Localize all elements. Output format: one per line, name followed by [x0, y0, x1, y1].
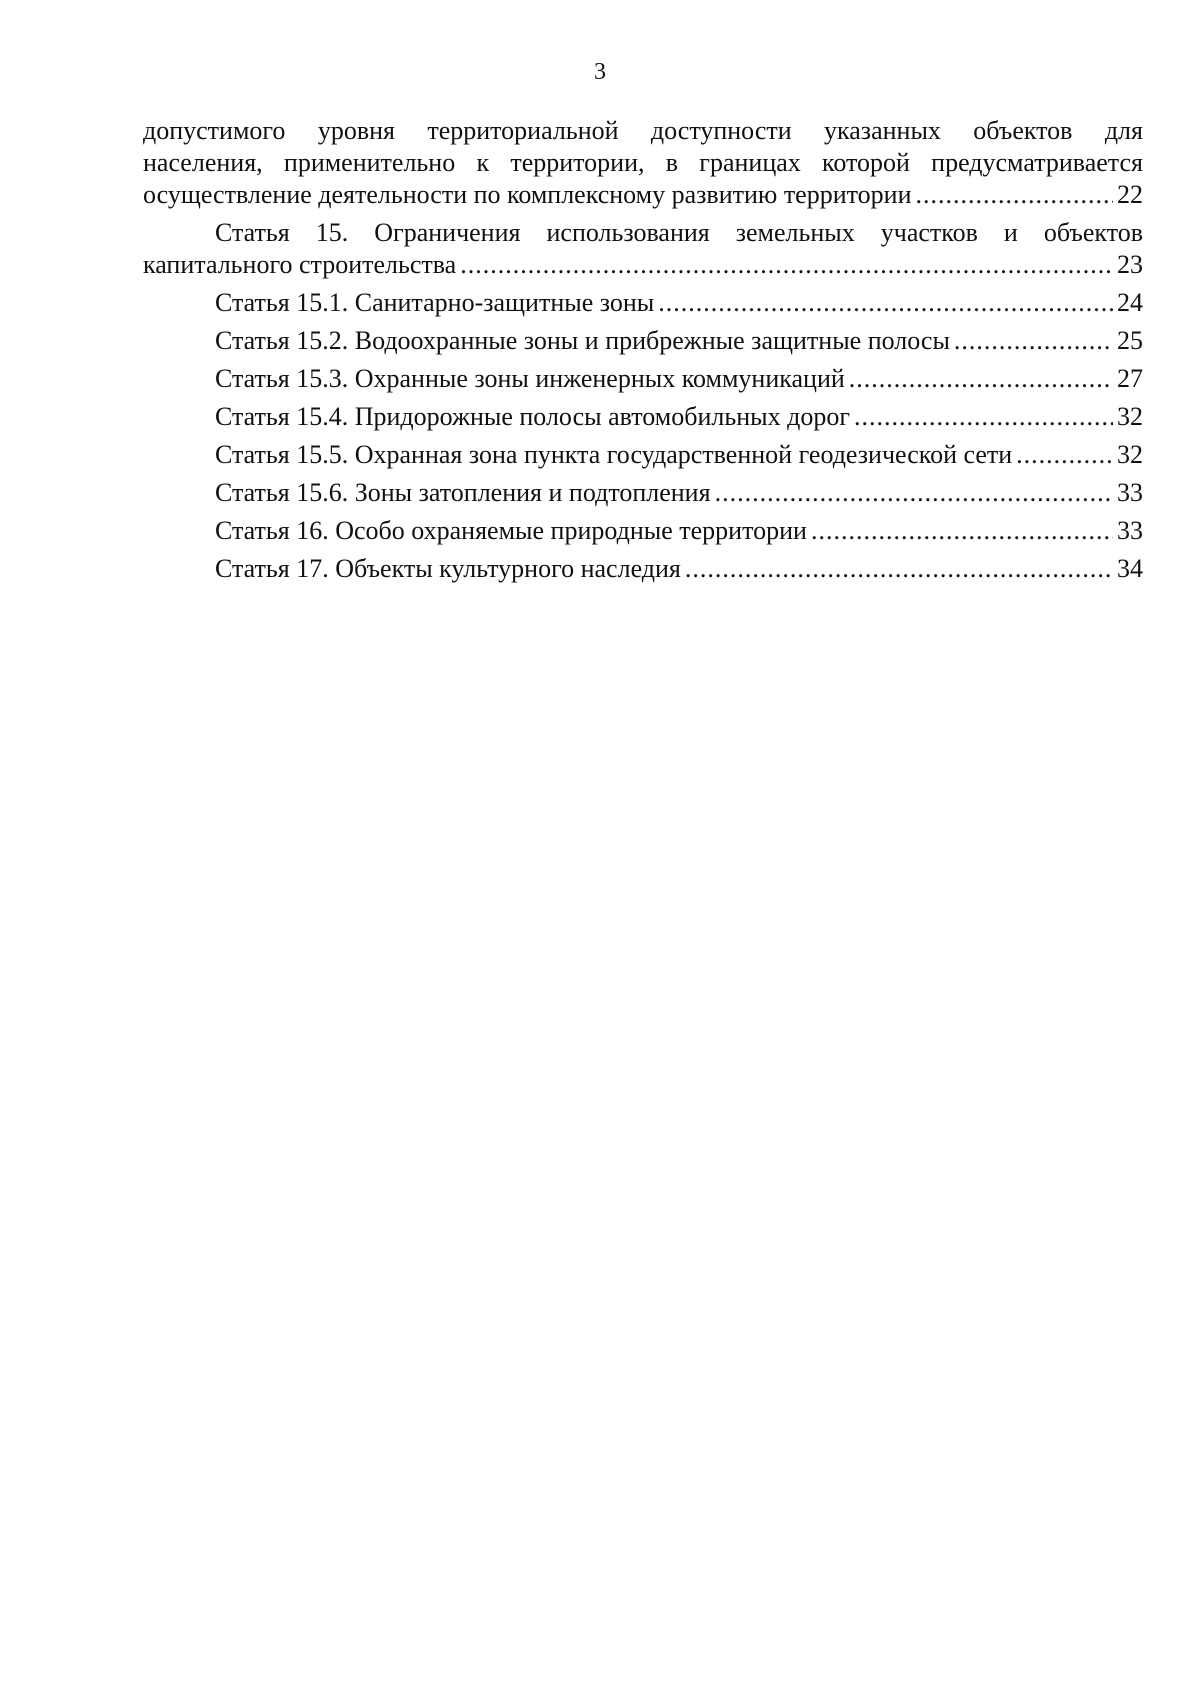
toc-entry-last-line [143, 179, 1143, 211]
toc-entry-text-line: Статья 15. Ограничения использования земельных участков и объектов [215, 218, 1143, 247]
toc-entry-article-17[interactable] [143, 553, 1143, 585]
toc-dot-leader [685, 553, 1113, 585]
toc-dot-leader [658, 287, 1113, 319]
toc-entry-text-line: допустимого уровня территориальной доступности указанных объектов для [143, 116, 1143, 145]
toc-dot-leader [854, 401, 1113, 433]
toc-page-number: 22 [1117, 180, 1143, 209]
toc-dot-leader [1016, 439, 1113, 471]
toc-entry-text-line: населения, применительно к территории, в границах которой предусматривается [143, 148, 1143, 177]
toc-page-number: 33 [1117, 516, 1143, 545]
toc-entry-text: Статья 15.3. Охранные зоны инженерных коммуникаций [215, 364, 845, 393]
toc-page-number: 25 [1117, 326, 1143, 355]
toc-entry-article-15-1[interactable] [143, 287, 1143, 319]
toc-page-number: 33 [1117, 478, 1143, 507]
toc-page-number: 23 [1117, 250, 1143, 279]
toc-dot-leader [849, 363, 1113, 395]
toc-entry-article-15-3[interactable] [143, 363, 1143, 395]
toc-entry-article-15-2[interactable] [143, 325, 1143, 357]
toc-entry-text: Статья 15.1. Санитарно-защитные зоны [215, 288, 655, 317]
toc-entry-text: Статья 15.2. Водоохранные зоны и прибрежные защитные полосы [215, 326, 950, 355]
toc-dot-leader [811, 515, 1113, 547]
toc-page-number: 32 [1117, 440, 1143, 469]
toc-page-number: 32 [1117, 402, 1143, 431]
toc-entry-text: Статья 15.5. Охранная зона пункта государственной геодезической сети [215, 440, 1013, 469]
toc-entry-article-15[interactable] [143, 217, 1143, 281]
toc-entry-text: Статья 16. Особо охраняемые природные территории [215, 516, 807, 545]
toc-dot-leader [954, 325, 1113, 357]
toc-dot-leader [715, 477, 1113, 509]
table-of-contents [143, 115, 1143, 591]
toc-page-number: 34 [1117, 554, 1143, 583]
toc-entry-text: Статья 15.4. Придорожные полосы автомобильных дорог [215, 402, 850, 431]
toc-entry-last-line [143, 249, 1143, 281]
toc-page-number: 24 [1117, 288, 1143, 317]
page-number: 3 [594, 59, 606, 85]
toc-entry-article-15-5[interactable] [143, 439, 1143, 471]
toc-entry-text: капитального строительства [143, 250, 457, 279]
toc-entry-text: осуществление деятельности по комплексному развитию территории [143, 180, 912, 209]
toc-entry-article-15-6[interactable] [143, 477, 1143, 509]
toc-page-number: 27 [1117, 364, 1143, 393]
toc-entry-article-16[interactable] [143, 515, 1143, 547]
toc-entry-text: Статья 17. Объекты культурного наследия [215, 554, 681, 583]
toc-dot-leader [916, 179, 1114, 211]
toc-entry-continuation[interactable] [143, 115, 1143, 211]
toc-dot-leader [460, 249, 1113, 281]
toc-entry-text: Статья 15.6. Зоны затопления и подтопления [215, 478, 711, 507]
toc-entry-article-15-4[interactable] [143, 401, 1143, 433]
